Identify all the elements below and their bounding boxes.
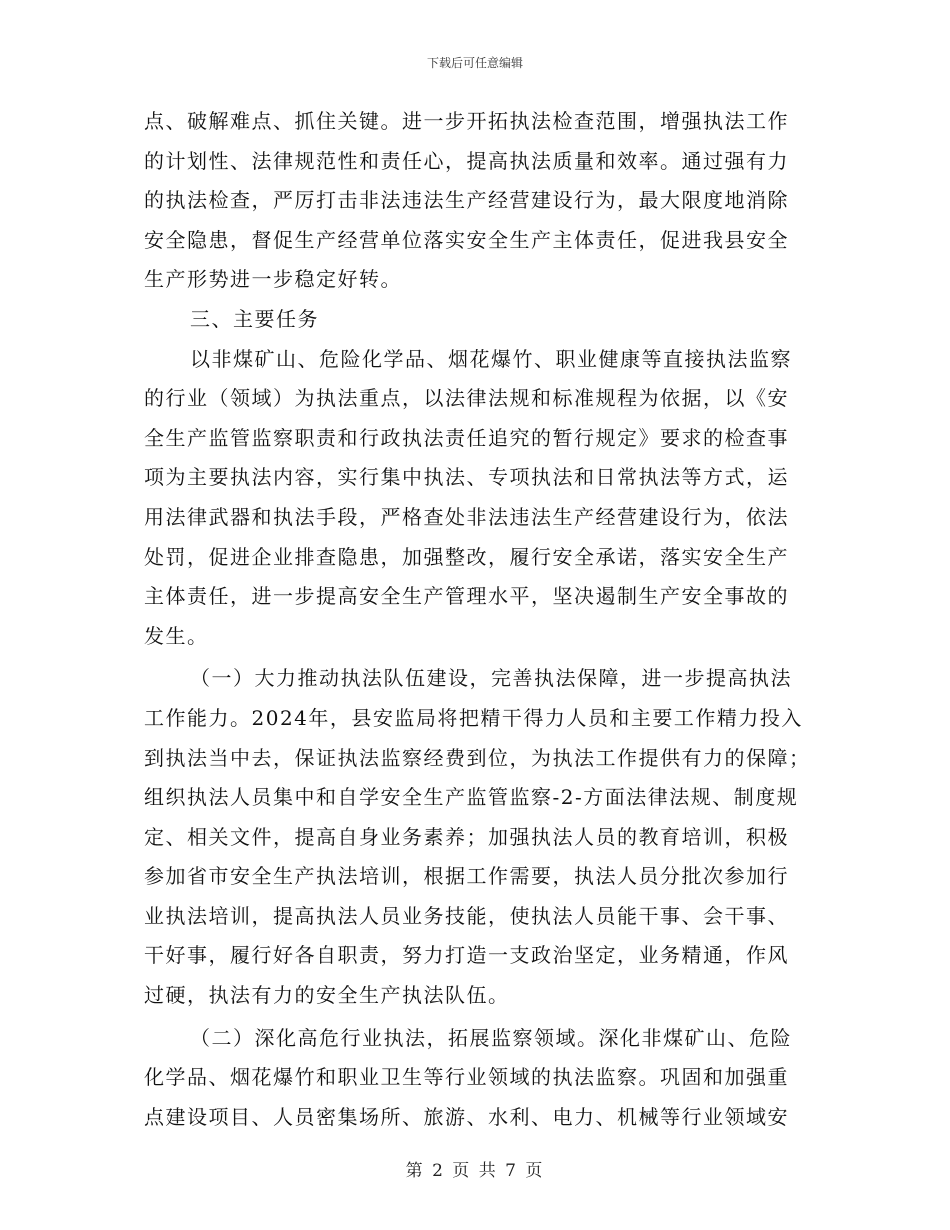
body-line: （一）大力推动执法队伍建设，完善执法保障，进一步提高执法 bbox=[190, 666, 792, 691]
page-header bbox=[0, 54, 950, 71]
body-line: 生产形势进一步稳定好转。 bbox=[144, 267, 402, 292]
body-line: （二）深化高危行业执法，拓展监察领域。深化非煤矿山、危险 bbox=[190, 1025, 792, 1050]
section-heading: 三、主要任务 bbox=[190, 306, 319, 331]
body-line: 干好事，履行好各自职责，努力打造一支政治坚定，业务精通，作风 bbox=[144, 943, 789, 968]
body-line: 用法律武器和执法手段，严格查处非法违法生产经营建设行为，依法 bbox=[144, 504, 789, 529]
body-line: 全生产监管监察职责和行政执法责任追究的暂行规定》要求的检查事 bbox=[144, 425, 789, 450]
document-body bbox=[144, 102, 809, 1137]
body-line: 发生。 bbox=[144, 623, 209, 648]
body-line: 化学品、烟花爆竹和职业卫生等行业领域的执法监察。巩固和加强重 bbox=[144, 1065, 789, 1090]
body-line: 参加省市安全生产执法培训，根据工作需要，执法人员分批次参加行 bbox=[144, 864, 789, 889]
body-line: 点、破解难点、抓住关键。进一步开拓执法检查范围，增强执法工作 bbox=[144, 109, 789, 133]
body-line: 安全隐患，督促生产经营单位落实安全生产主体责任，促进我县安全 bbox=[144, 227, 789, 252]
body-line: 主体责任，进一步提高安全生产管理水平，坚决遏制生产安全事故的 bbox=[144, 584, 789, 609]
body-line: 过硬，执法有力的安全生产执法队伍。 bbox=[144, 983, 510, 1008]
page-footer bbox=[0, 1156, 950, 1181]
page-number: 第 2 页 共 7 页 bbox=[405, 1161, 545, 1181]
body-line: 的行业（领域）为执法重点，以法律法规和标准规程为依据，以《安 bbox=[144, 386, 789, 411]
body-line: 业执法培训，提高执法人员业务技能，使执法人员能干事、会干事、 bbox=[144, 903, 789, 928]
header-note: 下载后可任意编辑 bbox=[426, 56, 523, 70]
body-line: 项为主要执法内容，实行集中执法、专项执法和日常执法等方式，运 bbox=[144, 465, 789, 490]
body-line: 工作能力。2024年，县安监局将把精干得力人员和主要工作精力投入 bbox=[144, 705, 803, 730]
body-line: 到执法当中去，保证执法监察经费到位，为执法工作提供有力的保障； bbox=[144, 745, 811, 770]
body-line: 处罚，促进企业排查隐患，加强整改，履行安全承诺，落实安全生产 bbox=[144, 544, 789, 569]
body-line: 组织执法人员集中和自学安全生产监管监察-2-方面法律法规、制度规 bbox=[144, 785, 799, 810]
body-line: 以非煤矿山、危险化学品、烟花爆竹、职业健康等直接执法监察 bbox=[190, 346, 792, 371]
body-line: 定、相关文件，提高自身业务素养；加强执法人员的教育培训，积极 bbox=[144, 824, 789, 849]
body-line: 的计划性、法律规范性和责任心，提高执法质量和效率。通过强有力 bbox=[144, 148, 789, 173]
body-line: 点建设项目、人员密集场所、旅游、水利、电力、机械等行业领域安 bbox=[144, 1104, 789, 1129]
body-line: 的执法检查，严厉打击非法违法生产经营建设行为，最大限度地消除 bbox=[144, 188, 789, 213]
